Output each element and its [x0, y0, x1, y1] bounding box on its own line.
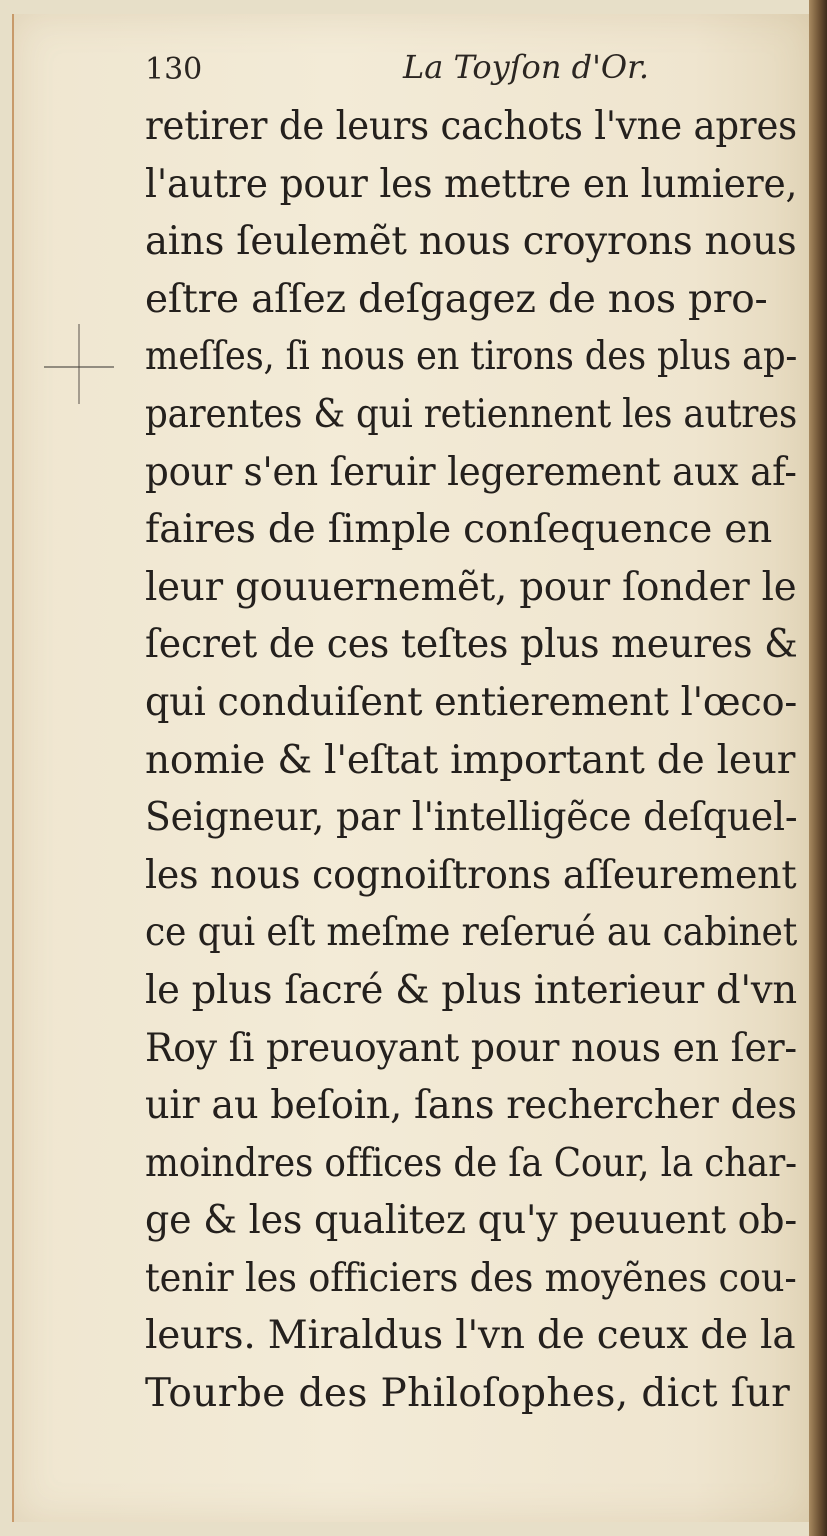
pencil-mark-vertical: [78, 324, 80, 404]
text-line: faires de ſimple conſequence en: [145, 507, 773, 553]
text-line: moindres offices de ſa Cour, la char-: [145, 1140, 797, 1186]
text-line: leur gouuernemẽt, pour ſonder le: [145, 564, 797, 610]
text-line: ſecret de ces teſtes plus meures &: [145, 622, 798, 668]
body-text: [145, 98, 805, 1423]
page-header: [145, 44, 665, 94]
text-line: Tourbe des Philoſophes, dict ſur: [145, 1371, 791, 1417]
text-line: qui conduiſent entierement l'œco-: [145, 679, 798, 725]
text-line: le plus ſacré & plus interieur d'vn: [145, 967, 797, 1013]
text-line: les nous cognoiſtrons aſſeurement: [145, 852, 797, 898]
text-line: meſſes, ſi nous en tirons des plus ap-: [145, 334, 798, 380]
text-line: pour s'en ſeruir legerement aux af-: [145, 449, 797, 495]
text-line: tenir les officiers des moyẽnes cou-: [145, 1255, 797, 1301]
pencil-cross-mark: [44, 324, 114, 404]
text-line: ains ſeulemẽt nous croyrons nous: [145, 219, 797, 265]
running-title: La Toyſon d'Or.: [403, 48, 650, 86]
text-line: ge & les qualitez qu'y peuuent ob-: [145, 1198, 798, 1244]
text-line: eſtre aſſez deſgagez de nos pro-: [145, 276, 768, 322]
text-line: l'autre pour les mettre en lumiere,: [145, 161, 798, 207]
text-line: nomie & l'eſtat important de leur: [145, 737, 796, 783]
book-spine-edge: [809, 0, 827, 1536]
text-line: retirer de leurs cachots l'vne apres: [145, 104, 797, 149]
text-line: leurs. Miraldus l'vn de ceux de la: [145, 1313, 796, 1359]
text-line: uir au beſoin, ſans rechercher des: [145, 1083, 797, 1129]
text-line: Seigneur, par l'intelligẽce deſquel-: [145, 795, 798, 841]
text-line: ce qui eſt meſme reſerué au cabinet: [145, 910, 798, 956]
page-number: 130: [145, 52, 203, 87]
text-line: parentes & qui retiennent les autres: [145, 391, 798, 437]
text-line: Roy ſi preuoyant pour nous en ſer-: [145, 1025, 797, 1071]
